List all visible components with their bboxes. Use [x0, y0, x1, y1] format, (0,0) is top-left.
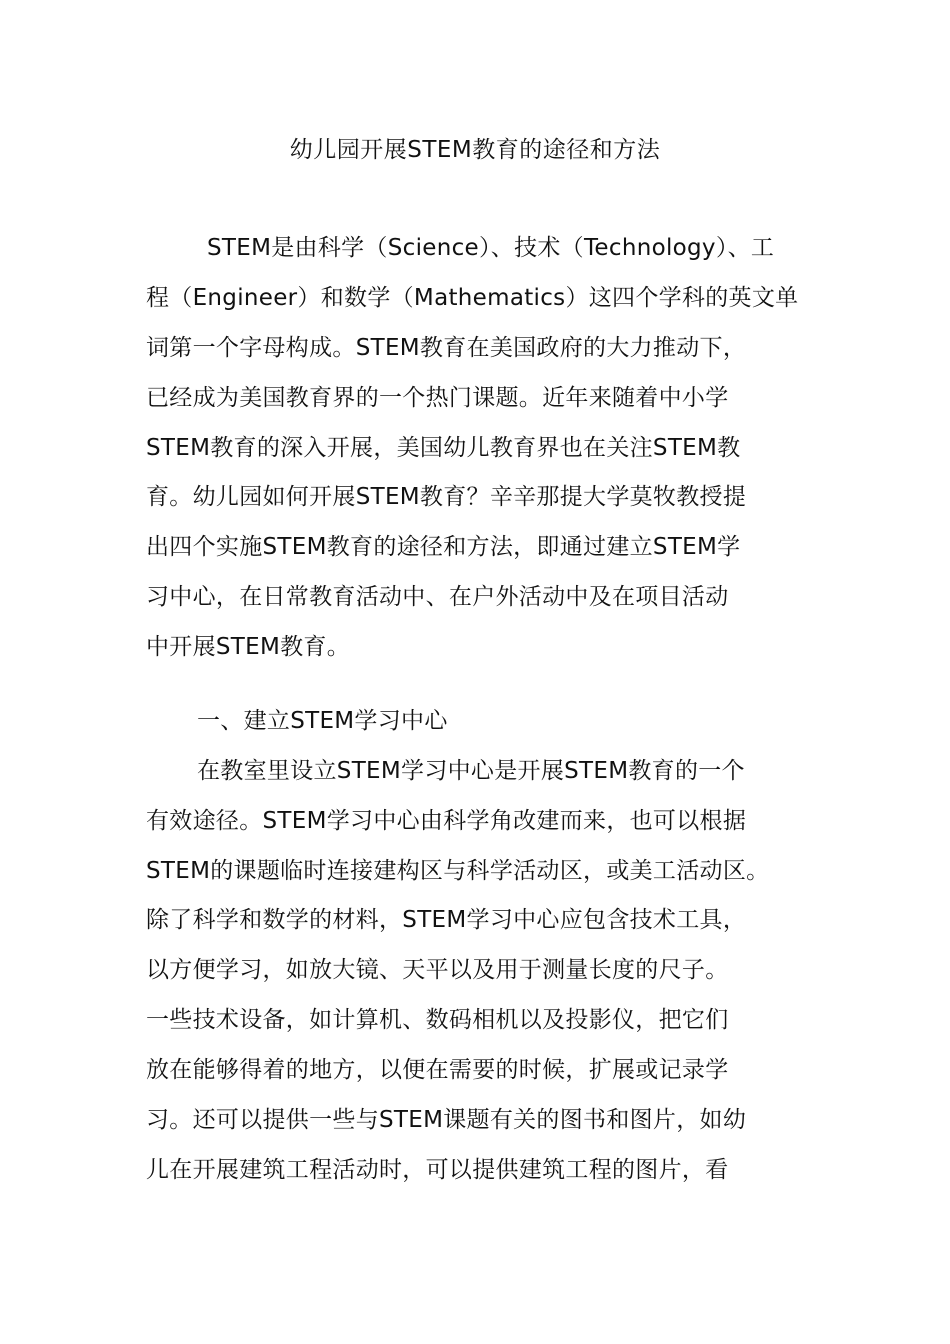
- intro-line: 育。幼儿园如何开展STEM教育？辛辛那提大学莫牧教授提: [146, 484, 747, 510]
- section-line: 有效途径。STEM学习中心由科学角改建而来，也可以根据: [146, 808, 747, 834]
- intro-line: 出四个实施STEM教育的途径和方法，即通过建立STEM学: [146, 534, 741, 560]
- section-heading: 一、建立STEM学习中心: [197, 708, 448, 734]
- document-title: 幼儿园开展STEM教育的途径和方法: [289, 137, 661, 163]
- section-line: 除了科学和数学的材料，STEM学习中心应包含技术工具，: [146, 907, 747, 933]
- intro-line: 词第一个字母构成。STEM教育在美国政府的大力推动下，: [146, 335, 747, 361]
- section-line: 一些技术设备，如计算机、数码相机以及投影仪，把它们: [146, 1007, 729, 1033]
- intro-line: 程（Engineer）和数学（Mathematics）这四个学科的英文单: [146, 285, 799, 311]
- intro-line: 已经成为美国教育界的一个热门课题。近年来随着中小学: [146, 385, 729, 411]
- section-line: 习。还可以提供一些与STEM课题有关的图书和图片，如幼: [146, 1107, 747, 1133]
- section-line: 儿在开展建筑工程活动时，可以提供建筑工程的图片，看: [146, 1157, 729, 1183]
- intro-line: STEM是由科学（Science）、技术（Technology）、工: [207, 235, 775, 261]
- section-line: 放在能够得着的地方，以便在需要的时候，扩展或记录学: [146, 1057, 729, 1083]
- section-line: 在教室里设立STEM学习中心是开展STEM教育的一个: [197, 758, 745, 784]
- intro-line: 习中心，在日常教育活动中、在户外活动中及在项目活动: [146, 584, 729, 610]
- intro-line: STEM教育的深入开展，美国幼儿教育界也在关注STEM教: [146, 435, 741, 461]
- section-line: STEM的课题临时连接建构区与科学活动区，或美工活动区。: [146, 858, 770, 884]
- section-line: 以方便学习，如放大镜、天平以及用于测量长度的尺子。: [146, 957, 729, 983]
- intro-line: 中开展STEM教育。: [146, 634, 351, 660]
